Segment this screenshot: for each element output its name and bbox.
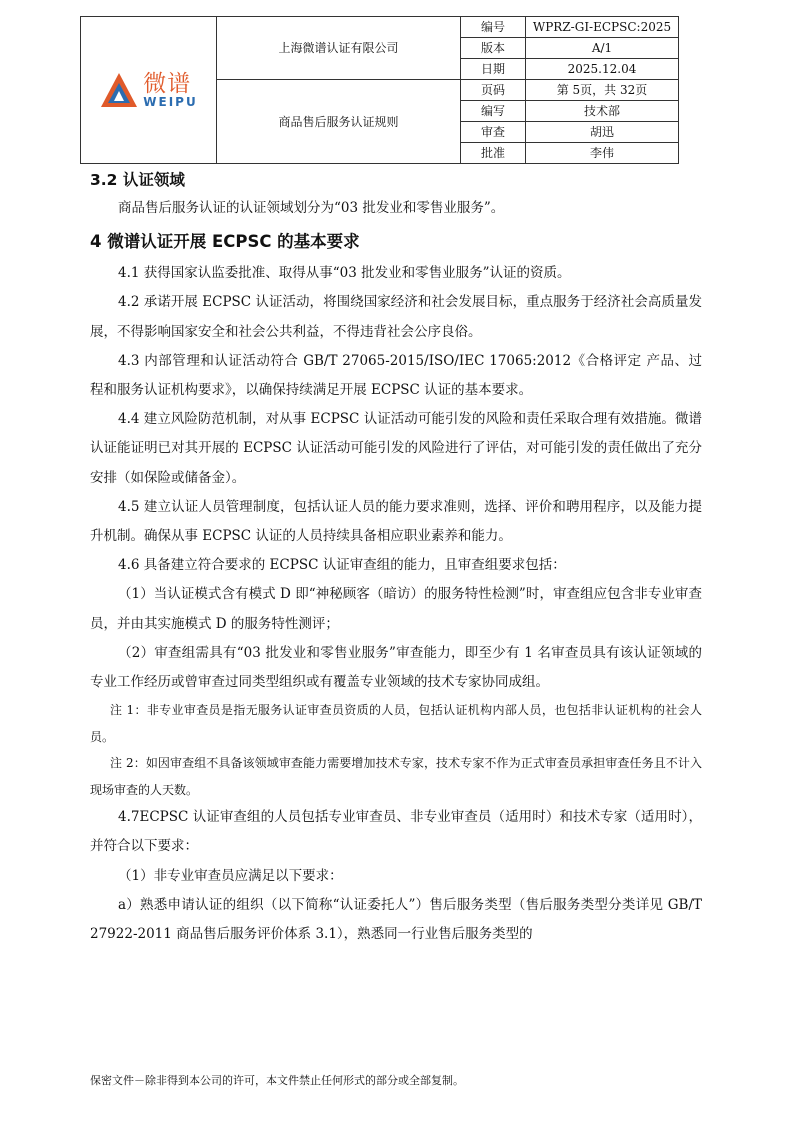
approver-value: 李伟 xyxy=(526,143,679,164)
paragraph-4-6-item-2: （2）审查组需具有“03 批发业和零售业服务”审查能力，即至少有 1 名审查员具有该认证领域的专业工作经历或曾审查过同类型组织或有覆盖专业领域的技术专家协同成组。 xyxy=(90,644,702,691)
company-logo xyxy=(81,71,216,109)
company-name: 上海微谱认证有限公司 xyxy=(217,17,461,80)
doc-number-value: WPRZ-GI-ECPSC:2025 xyxy=(526,17,679,38)
paragraph-4-6-item-1: （1）当认证模式含有模式 D 即“神秘顾客（暗访）的服务特性检测”时，审查组应包含非专业审查员，并由其实施模式 D 的服务特性测评； xyxy=(90,586,702,632)
version-value: A/1 xyxy=(526,38,679,59)
author-label: 编写 xyxy=(461,101,526,122)
author-value: 技术部 xyxy=(526,101,679,122)
paragraph-4-1: 4.1 获得国家认监委批准、取得从事“03 批发业和零售业服务”认证的资质。 xyxy=(118,265,571,282)
doc-number-label: 编号 xyxy=(461,17,526,38)
paragraph-4-4: 4.4 建立风险防范机制，对从事 ECPSC 认证活动可能引发的风险和责任采取合理有效措施。微谱认证能证明已对其开展的 ECPSC 认证活动可能引发的风险进行了评估，对可能引发的责任做出了充分安排（如保险或储备金）。 xyxy=(90,411,702,486)
note-2: 注 2：如因审查组不具备该领域审查能力需要增加技术专家，技术专家不作为正式审查员承担审查任务且不计入现场审查的人天数。 xyxy=(90,756,702,797)
paragraph-4-7: 4.7ECPSC 认证审查组的人员包括专业审查员、非专业审查员（适用时）和技术专家（适用时），并符合以下要求： xyxy=(90,809,702,855)
paragraph-4-5: 4.5 建立认证人员管理制度，包括认证人员的能力要求准则，选择、评价和聘用程序，以及能力提升机制。确保从事 ECPSC 认证的人员持续具备相应职业素养和能力。 xyxy=(90,498,702,545)
document-title: 商品售后服务认证规则 xyxy=(217,80,461,164)
reviewer-label: 审查 xyxy=(461,122,526,143)
confidentiality-footer: 保密文件－除非得到本公司的许可，本文件禁止任何形式的部分或全部复制。 xyxy=(90,1074,464,1087)
paragraph-4-7-item-a: a）熟悉申请认证的组织（以下简称“认证委托人”）售后服务类型（售后服务类型分类详见 GB/T 27922-2011 商品售后服务评价体系 3.1），熟悉同一行业售后服务类型的 xyxy=(90,896,702,943)
note-1: 注 1：非专业审查员是指无服务认证审查员资质的人员，包括认证机构内部人员，也包括非认证机构的社会人员。 xyxy=(90,703,702,744)
date-label: 日期 xyxy=(461,59,526,80)
date-value: 2025.12.04 xyxy=(526,59,679,80)
paragraph-4-6: 4.6 具备建立符合要求的 ECPSC 认证审查组的能力，且审查组要求包括： xyxy=(118,557,566,574)
document-header-table xyxy=(80,16,679,164)
paragraph-4-7-item-1: （1）非专业审查员应满足以下要求： xyxy=(118,867,343,884)
approver-label: 批准 xyxy=(461,143,526,164)
page-value: 第 5页，共 32页 xyxy=(526,80,679,101)
paragraph-4-3: 4.3 内部管理和认证活动符合 GB/T 27065-2015/ISO/IEC 17065:2012《合格评定 产品、过程和服务认证机构要求》，以确保持续满足开展 ECPSC 认证的基本要求。 xyxy=(90,352,702,399)
logo-mark-icon xyxy=(99,71,139,109)
page-label: 页码 xyxy=(461,80,526,101)
version-label: 版本 xyxy=(461,38,526,59)
section-heading-3-2: 3.2 认证领域 xyxy=(90,171,185,189)
logo-chinese-text: 微谱 xyxy=(143,71,192,97)
paragraph-3-2: 商品售后服务认证的认证领域划分为“03 批发业和零售业服务”。 xyxy=(118,200,505,216)
reviewer-value: 胡迅 xyxy=(526,122,679,143)
section-heading-4: 4 微谱认证开展 ECPSC 的基本要求 xyxy=(90,232,360,252)
logo-cell xyxy=(81,17,217,164)
document-body xyxy=(90,166,702,949)
logo-english-text: WEIPU xyxy=(143,95,198,109)
paragraph-4-2: 4.2 承诺开展 ECPSC 认证活动，将围绕国家经济和社会发展目标，重点服务于经济社会高质量发展，不得影响国家安全和社会公共利益，不得违背社会公序良俗。 xyxy=(90,294,702,340)
